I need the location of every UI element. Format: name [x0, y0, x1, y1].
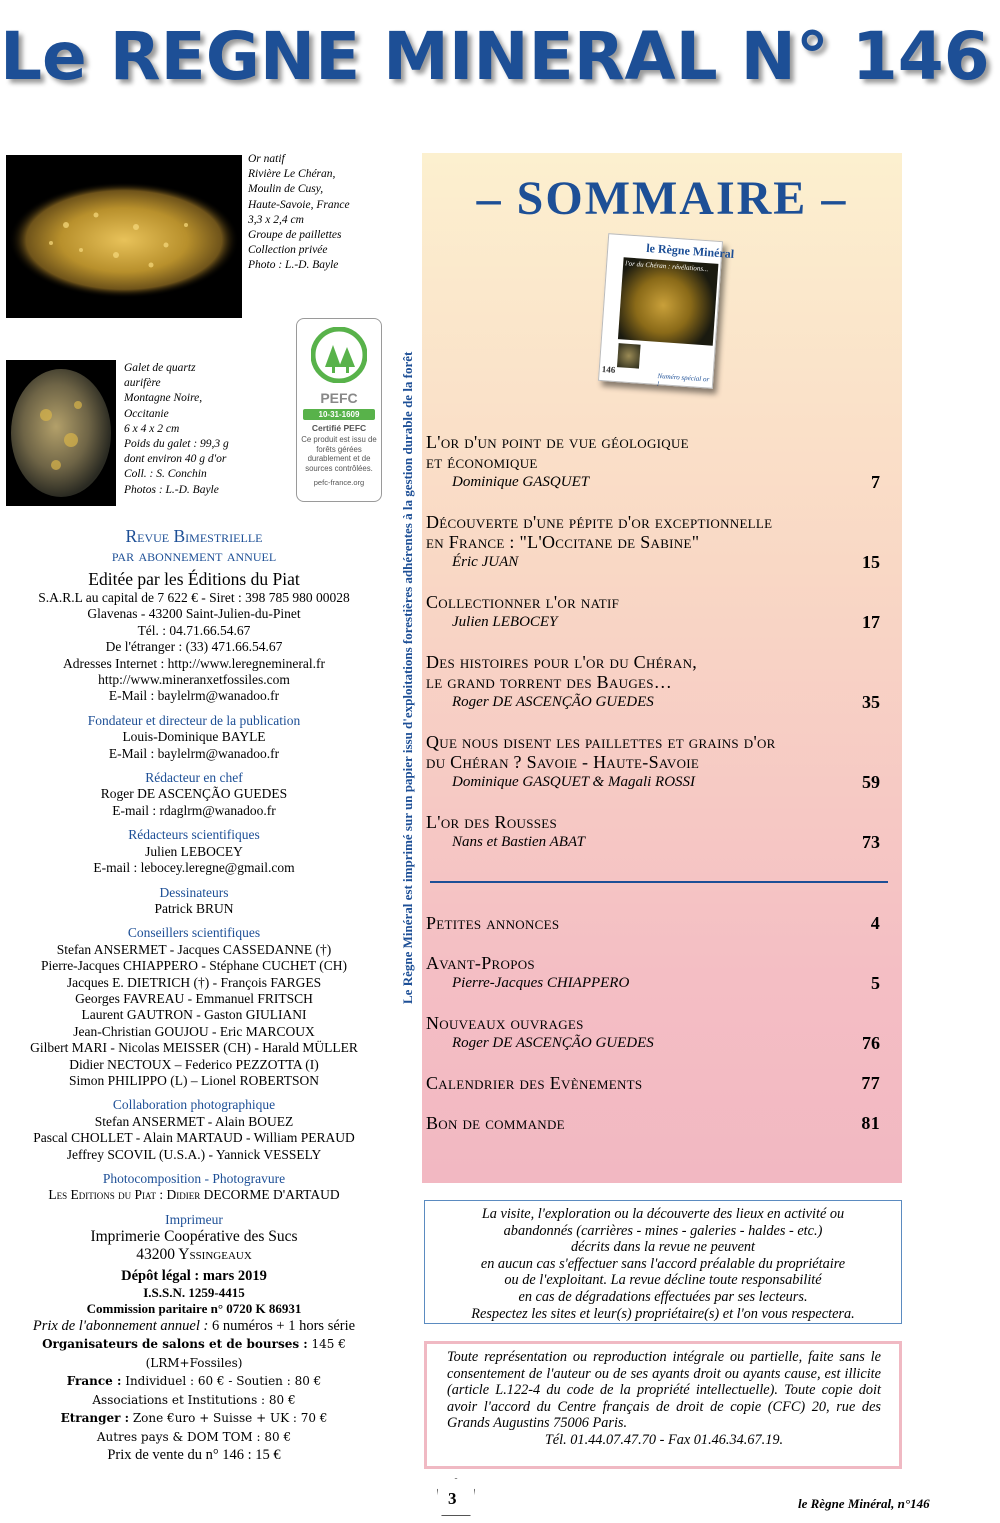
page-number: 17 [862, 612, 880, 632]
publisher-line: E-Mail : baylelrm@wanadoo.fr [108, 688, 280, 704]
caption-line: 6 x 4 x 2 cm [124, 422, 180, 435]
magazine-cover [598, 233, 735, 389]
section-line: Jeffrey SCOVIL (U.S.A.) - Yannick VESSELY [66, 1146, 322, 1162]
notice-line: La visite, l'exploration ou la découverte des lieux en activité ou [481, 1206, 845, 1222]
pefc-code: 10-31-1609 [303, 409, 375, 420]
rubrique-author [426, 1033, 886, 1053]
toc-entry-author [426, 552, 886, 572]
toc-entry [426, 652, 886, 712]
commission: Commission paritaire n° 0720 K 86931 [86, 1301, 302, 1317]
cover-headline: l'or du Chéran : révélations... [624, 259, 709, 274]
section-line: E-mail : lebocey.leregne@gmail.com [93, 860, 295, 876]
toc-rubriques [426, 913, 886, 1153]
page-number: 77 [861, 1073, 880, 1093]
toc-entry-author [426, 692, 886, 712]
caption-line: Haute-Savoie, France [248, 198, 350, 211]
caption-line: Occitanie [124, 407, 169, 420]
rubrique-title: Bon de commande [426, 1113, 565, 1133]
section-heading: Rédacteur en chef [145, 770, 243, 786]
masthead [4, 527, 384, 1464]
caption-line: Photo : L.-D. Bayle [248, 259, 339, 272]
page-number: 81 [861, 1113, 880, 1133]
caption-line: Montagne Noire, [124, 392, 203, 405]
notice-line: ou de l'exploitant. La revue décline toute responsabilité [504, 1272, 822, 1289]
caption-line: Galet de quartz [124, 362, 196, 374]
cover-logo: le Règne Minéral [645, 240, 735, 261]
section-heading: Conseillers scientifiques [127, 925, 261, 941]
toc-rubrique [426, 1013, 886, 1053]
organisers-price: Organisateurs de salons et de bourses : 145 € (LRM+Fossiles) [42, 1337, 346, 1370]
section-line: Jean-Christian GOUJOU - Eric MARCOUX [73, 1023, 315, 1039]
toc-entry-title: en France : "L'Occitane de Sabine" [426, 532, 700, 552]
publisher-line: Tél. : 04.71.66.54.67 [137, 622, 251, 638]
section-line: Roger DE ASCENÇÃO GUEDES [100, 786, 288, 802]
issn: I.S.S.N. 1259-4415 [143, 1285, 245, 1301]
copyright-notice [424, 1341, 902, 1469]
section-line: Jacques E. DIETRICH (†) - François FARGES [66, 974, 322, 990]
toc-separator [430, 881, 888, 883]
page-number: 76 [862, 1033, 880, 1053]
notice-line: en aucun cas s'effectuer sans l'accord préalable du propriétaire [480, 1255, 846, 1272]
toc-entry-title: Découverte d'une pépite d'or exceptionnelle [426, 512, 773, 532]
toc-entry-author [426, 472, 886, 492]
section-heading: Photocomposition - Photogravure [102, 1171, 286, 1186]
toc-rubrique [426, 1113, 886, 1133]
quartz-pebble-photo [6, 360, 116, 506]
section-line: Pierre-Jacques CHIAPPERO - Stéphane CUCHET (CH) [40, 958, 348, 974]
toc-entry-author [426, 832, 886, 852]
author-name: Roger DE ASCENÇÃO GUEDES [452, 694, 654, 710]
author-name: Roger DE ASCENÇÃO GUEDES [452, 1035, 654, 1051]
publisher-line: Glavenas - 43200 Saint-Julien-du-Pinet [87, 606, 301, 622]
caption-line: Poids du galet : 99,3 g [124, 438, 229, 451]
section-line: Les Editions du Piat : Didier DECORME D'ARTAUD [48, 1187, 340, 1203]
page-number: 4 [870, 913, 880, 933]
toc-entry-author [426, 612, 886, 632]
pefc-tree-icon [311, 327, 367, 383]
author-name: Dominique GASQUET & Magali ROSSI [452, 774, 696, 790]
section-heading: Dessinateurs [159, 884, 229, 900]
toc-rubrique [426, 953, 886, 993]
revue-line-2: par abonnement annuel [111, 545, 277, 565]
author-name: Julien LEBOCEY [452, 614, 558, 630]
pefc-url: pefc-france.org [313, 478, 365, 487]
page-number: 59 [862, 772, 880, 792]
foreign-price: Etranger : Zone €uro + Suisse + UK : 70 € [60, 1411, 328, 1426]
section-line: 43200 Yssingeaux [136, 1246, 252, 1264]
section-line: Pascal CHOLLET - Alain MARTAUD - William PERAUD [33, 1130, 355, 1146]
depot-legal: Dépôt légal : mars 2019 [121, 1268, 267, 1285]
toc-entry [426, 512, 886, 572]
author-name: Dominique GASQUET [452, 474, 590, 490]
author-name: Nans et Bastien ABAT [452, 834, 585, 850]
caption-line: Or natif [248, 153, 285, 165]
rubrique-title: Nouveaux ouvrages [426, 1013, 584, 1033]
section-line: Stefan ANSERMET - Alain BOUEZ [94, 1113, 294, 1129]
toc-entry-title: le grand torrent des Bauges… [426, 672, 673, 692]
caption-line: 3,3 x 2,4 cm [248, 213, 304, 226]
caption-line: aurifère [124, 377, 161, 390]
caption-line: Coll. : S. Conchin [124, 468, 207, 481]
other-countries-price: Autres pays & DOM TOM : 80 € [96, 1429, 292, 1444]
sommaire-title: – SOMMAIRE – [476, 172, 848, 225]
publisher-line: http://www.mineranxetfossiles.com [98, 672, 290, 688]
toc-entry-title: et économique [426, 452, 538, 472]
section-line: Gilbert MARI - Nicolas MEISSER (CH) - Harald MÜLLER [30, 1040, 358, 1056]
caption-line: Moulin de Cusy, [248, 183, 324, 196]
section-line: Stefan ANSERMET - Jacques CASSEDANNE (†) [56, 941, 332, 957]
toc-entry-title: L'or des Rousses [426, 812, 558, 832]
toc-articles [426, 432, 886, 872]
page-number: 15 [862, 552, 880, 572]
copyright-text: Toute représentation ou reproduction intégrale ou partielle, faite sans le consentement de l'auteur ou de ses ayants droit ou ayants cause, est illicite (article L.122-4 du code de la propriété intellectuelle). Toute copie doit avoir l'accord du Centre français de droit de copie (CFC) 20, rue des Grands Augustins 75006 Paris. [447, 1349, 881, 1432]
pefc-logo [296, 318, 382, 502]
section-line: Patrick BRUN [154, 900, 234, 916]
section-heading: Fondateur et directeur de la publication [87, 712, 301, 728]
section-line: Laurent GAUTRON - Gaston GIULIANI [81, 1007, 307, 1023]
footer-issue: le Règne Minéral, n°146 [798, 1496, 930, 1511]
page-number: 73 [862, 832, 880, 852]
toc-rubrique [426, 913, 886, 933]
section-line: Julien LEBOCEY [145, 843, 243, 859]
section-line: Simon PHILIPPO (L) – Lionel ROBERTSON [68, 1072, 320, 1088]
publisher-line: Adresses Internet : http://www.leregnemineral.fr [63, 655, 325, 671]
section-heading: Imprimeur [165, 1211, 223, 1227]
gold-photo-caption [248, 152, 378, 274]
toc-entry-title: Que nous disent les paillettes et grains d'or [426, 732, 776, 752]
notice-line: en cas de dégradations effectuées par ses lecteurs. [518, 1288, 808, 1305]
notice-line: décrits dans la revue ne peuvent [570, 1239, 756, 1256]
france-price: France : Individuel : 60 € - Soutien : 80 € [66, 1374, 322, 1389]
author-name: Éric JUAN [452, 554, 519, 570]
cover-special: Numéro spécial or ! [656, 371, 710, 389]
revue-line-1: Revue Bimestrielle [125, 526, 263, 546]
rubrique-row [426, 1073, 886, 1093]
paper-sustainability-note: Le Règne Minéral est imprimé sur un papier issu d'exploitations forestières adhérentes à la gestion durable de la forêt [400, 351, 415, 1004]
publisher-line: S.A.R.L au capital de 7 622 € - Siret : 398 785 980 00028 [38, 590, 350, 605]
toc-entry-title: Collectionner l'or natif [426, 592, 620, 612]
toc-entry-author [426, 772, 886, 792]
section-line: Didier NECTOUX – Federico PEZZOTTA (I) [69, 1056, 319, 1072]
section-line: E-Mail : baylelrm@wanadoo.fr [108, 745, 280, 761]
section-heading: Rédacteurs scientifiques [128, 827, 260, 843]
section-line: Imprimerie Coopérative des Sucs [90, 1228, 298, 1246]
caption-line: Collection privée [248, 244, 328, 257]
copyright-contact: Tél. 01.44.07.47.70 - Fax 01.46.34.67.19. [544, 1431, 784, 1448]
pefc-text: Ce produit est issu de forêts gérées durablement et de sources contrôlées. [301, 435, 377, 473]
toc-entry [426, 432, 886, 492]
section-heading: Collaboration photographique [112, 1097, 276, 1113]
page-title: Le REGNE MINERAL N° 146 [0, 18, 990, 95]
rubrique-title: Calendrier des Evènements [426, 1073, 643, 1093]
page-number: 7 [871, 472, 880, 492]
page-number: 5 [871, 973, 880, 993]
section-line: Georges FAVREAU - Emmanuel FRITSCH [75, 990, 313, 1006]
site-visit-notice [424, 1200, 902, 1324]
pefc-certified: Certifié PEFC [311, 423, 367, 433]
section-line: E-mail : rdaglrm@wanadoo.fr [112, 802, 276, 818]
toc-entry [426, 732, 886, 792]
rubrique-title: Petites annonces [426, 913, 560, 933]
author-name: Pierre-Jacques CHIAPPERO [452, 975, 630, 991]
publisher: Editée par les Éditions du Piat [88, 569, 300, 589]
caption-line: Photos : L.-D. Bayle [124, 483, 219, 496]
toc-entry-title: Des histoires pour l'or du Chéran, [426, 652, 698, 672]
quartz-photo-caption [124, 361, 254, 498]
caption-line: Groupe de paillettes [248, 229, 342, 242]
rubrique-row [426, 913, 886, 933]
issue-price: Prix de vente du n° 146 : 15 € [107, 1447, 281, 1464]
subscription-price: Prix de l'abonnement annuel : 6 numéros + 1 hors série [32, 1318, 356, 1335]
staff-sections [4, 713, 384, 1264]
cover-issue-number: 146 [601, 364, 616, 375]
rubrique-row [426, 1113, 886, 1133]
toc-entry-title: L'or d'un point de vue géologique [426, 432, 689, 452]
cover-thumbnail [617, 343, 641, 368]
associations-price: Associations et Institutions : 80 € [92, 1392, 296, 1407]
rubrique-author [426, 973, 886, 993]
publisher-details [4, 590, 384, 705]
caption-line: dont environ 40 g d'or [124, 453, 227, 466]
section-line: Louis-Dominique BAYLE [122, 729, 266, 745]
toc-entry-title: du Chéran ? Savoie - Haute-Savoie [426, 752, 700, 772]
publisher-line: De l'étranger : (33) 471.66.54.67 [105, 639, 283, 655]
toc-rubrique [426, 1073, 886, 1093]
rubrique-title: Avant-Propos [426, 953, 535, 973]
notice-line: Respectez les sites et leur(s) propriétaire(s) et l'on vous respectera. [471, 1305, 855, 1322]
toc-entry [426, 812, 886, 852]
caption-line: Rivière Le Chéran, [248, 168, 336, 181]
notice-line: abandonnés (carrières - mines - galeries - haldes - etc.) [503, 1222, 823, 1239]
toc-entry [426, 592, 886, 632]
page-number: 35 [862, 692, 880, 712]
gold-flakes-photo [6, 155, 242, 318]
pefc-name: PEFC [320, 390, 358, 406]
page-number: 3 [448, 1489, 457, 1508]
